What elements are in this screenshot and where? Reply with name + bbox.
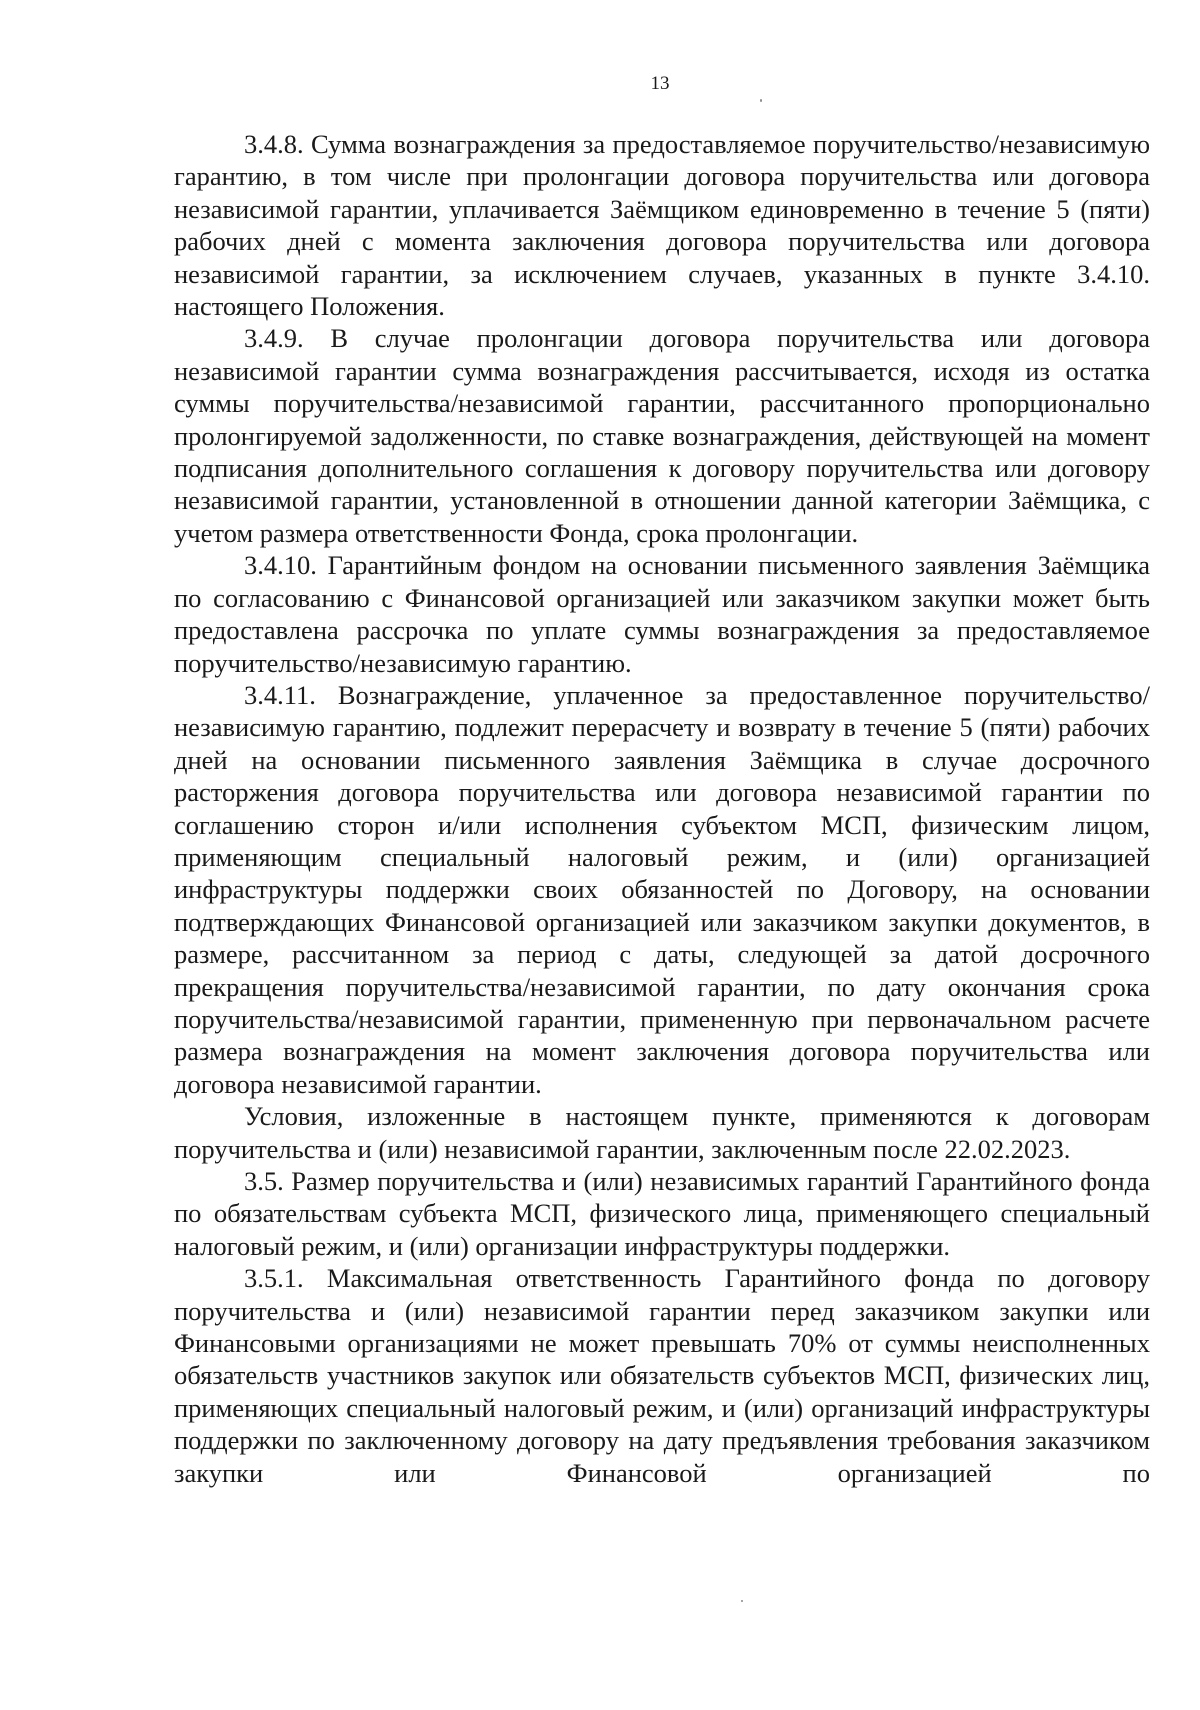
paragraph-3-4-8: 3.4.8. Сумма вознаграждения за предоставляемое поручительство/независимую гарантию, в том числе при пролонгации договора поручительства или договора независимой гарантии, уплачивается Заёмщиком единовременно в течение 5 (пяти) рабочих дней с момента заключения договора поручительства или договора независимой гарантии, за исключением случаев, указанных в пункте 3.4.10. настоящего Положения. xyxy=(174,129,1150,322)
paragraph-3-5: 3.5. Размер поручительства и (или) независимых гарантий Гарантийного фонда по обязательствам субъекта МСП, физического лица, применяющего специальный налоговый режим, и (или) организации инфраструктуры поддержки. xyxy=(174,1166,1150,1261)
paragraph-conditions: Условия, изложенные в настоящем пункте, применяются к договорам поручительства и (или) независимой гарантии, заключенным после 22.02.2023. xyxy=(174,1101,1150,1164)
paragraph-3-4-10: 3.4.10. Гарантийным фондом на основании письменного заявления Заёмщика по согласованию с Финансовой организацией или заказчиком закупки может быть предоставлена рассрочка по уплате суммы вознаграждения за предоставляемое поручительство/независимую гарантию. xyxy=(174,550,1150,678)
page-number: 13 xyxy=(650,73,670,94)
scan-speck xyxy=(760,99,762,102)
document-body xyxy=(174,128,1150,1489)
paragraph-3-4-9: 3.4.9. В случае пролонгации договора поручительства или договора независимой гарантии сумма вознаграждения рассчитывается, исходя из остатка суммы поручительства/независимой гарантии, рассчитанного пропорционально пролонгируемой задолженности, по ставке вознаграждения, действующей на момент подписания дополнительного соглашения к договору поручительства или договору независимой гарантии, установленной в отношении данной категории Заёмщика, с учетом размера ответственности Фонда, срока пролонгации. xyxy=(174,323,1150,548)
paragraph-3-5-1: 3.5.1. Максимальная ответственность Гарантийного фонда по договору поручительства и (или) независимой гарантии перед заказчиком закупки или Финансовыми организациями не может превышать 70% от суммы неисполненных обязательств участников закупок или обязательств субъектов МСП, физических лиц, применяющих специальный налоговый режим, и (или) организаций инфраструктуры поддержки по заключенному договору на дату предъявления требования заказчиком закупки или Финансовой организацией по xyxy=(174,1263,1150,1488)
scan-speck xyxy=(741,1600,743,1602)
paragraph-3-4-11: 3.4.11. Вознаграждение, уплаченное за предоставленное поручительство/независимую гарантию, подлежит перерасчету и возврату в течение 5 (пяти) рабочих дней на основании письменного заявления Заёмщика в случае досрочного расторжения договора поручительства или договора независимой гарантии по соглашению сторон и/или исполнения субъектом МСП, физическим лицом, применяющим специальный налоговый режим, и (или) организацией инфраструктуры поддержки своих обязанностей по Договору, на основании подтверждающих Финансовой организацией или заказчиком закупки документов, в размере, рассчитанном за период с даты, следующей за датой досрочного прекращения поручительства/независимой гарантии, по дату окончания срока поручительства/независимой гарантии, примененную при первоначальном расчете размера вознаграждения на момент заключения договора поручительства или договора независимой гарантии. xyxy=(174,679,1150,1099)
